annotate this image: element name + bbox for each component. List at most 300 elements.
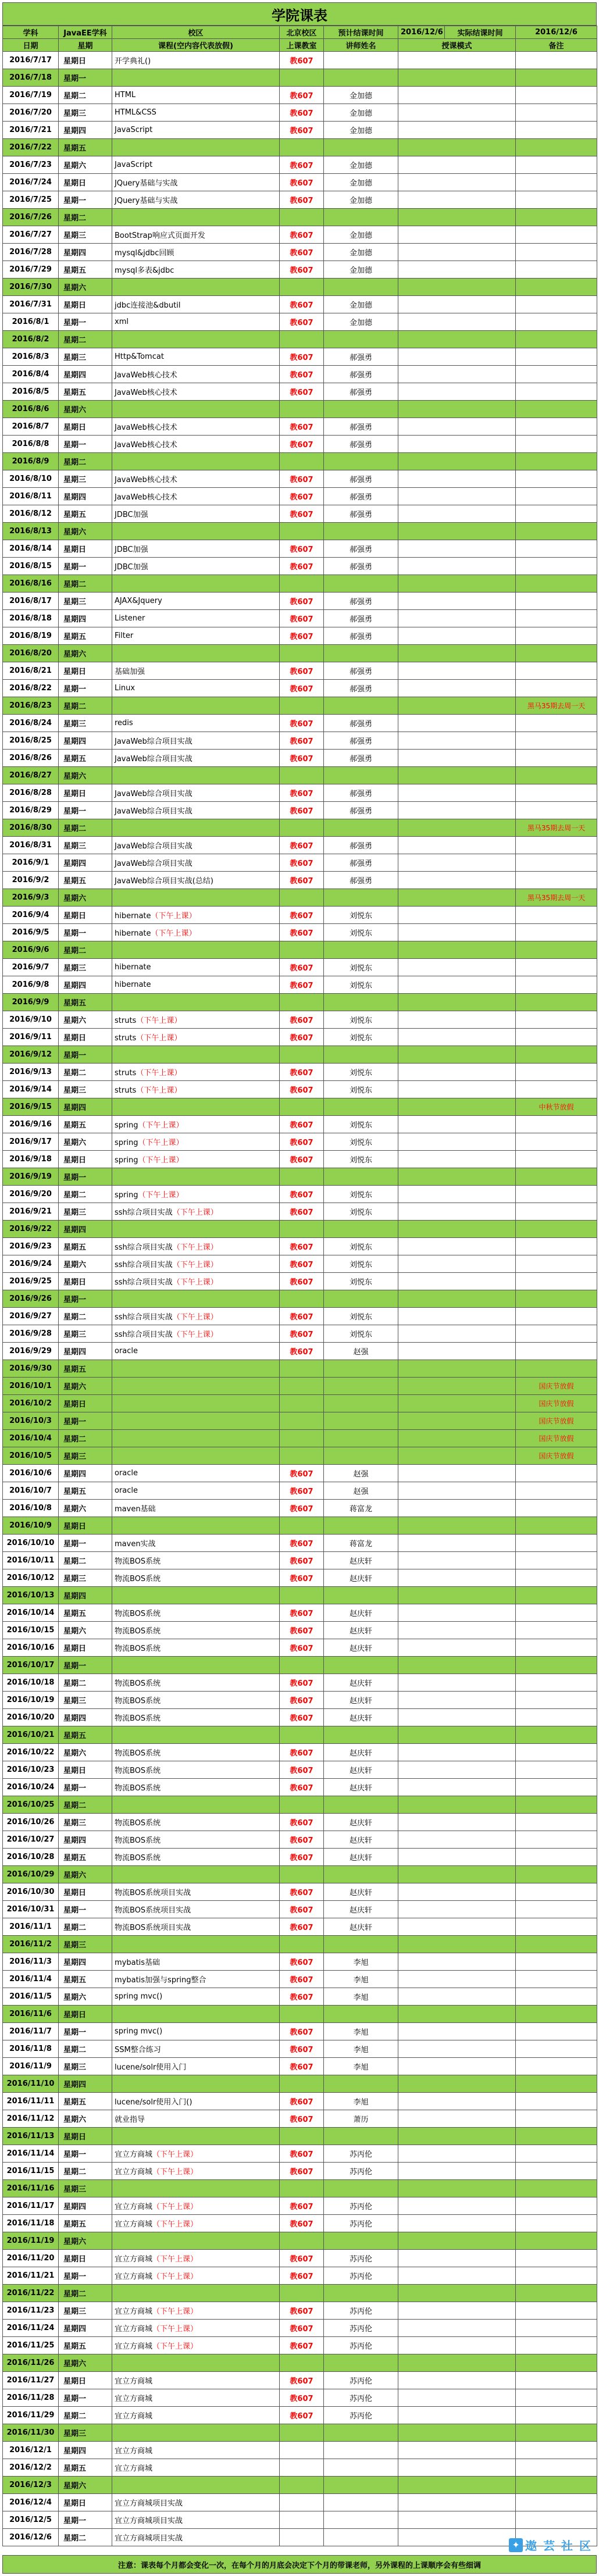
course-cell: JavaWeb综合项目实战 [112,750,280,767]
weekday-cell: 星期三 [59,715,112,732]
classroom-cell: 教607 [280,924,324,941]
note-cell [516,1953,597,1971]
weekday-cell: 星期六 [59,156,112,174]
teacher-cell: 李旭 [324,2058,398,2075]
weekday-cell: 星期五 [59,139,112,156]
weekday-cell: 星期一 [59,1901,112,1918]
mode-cell [398,1709,516,1726]
note-cell: 黑马35期去周一天 [516,819,597,837]
mode-cell [398,348,516,366]
classroom-cell [280,2424,324,2442]
teacher-cell: 赵庆轩 [324,1692,398,1709]
date-cell: 2016/11/15 [3,2163,59,2180]
note-cell [516,1238,597,1255]
date-cell: 2016/7/22 [3,139,59,156]
note-cell [516,139,597,156]
mode-cell [398,680,516,697]
teacher-cell: 苏丙伦 [324,2302,398,2320]
weekday-cell: 星期二 [59,819,112,837]
teacher-cell [324,1360,398,1378]
course-cell [112,2180,280,2197]
table-row [3,680,597,697]
note-cell [516,1988,597,2006]
course-cell [112,2354,280,2372]
teacher-cell: 金加德 [324,156,398,174]
course-cell: 物流BOS系统 [112,1674,280,1692]
mode-cell [398,575,516,593]
course-cell [112,1360,280,1378]
note-cell [516,854,597,872]
teacher-cell [324,1221,398,1238]
table-row [3,1657,597,1674]
teacher-cell: 李旭 [324,2093,398,2110]
teacher-cell: 苏丙伦 [324,2145,398,2163]
teacher-cell: 苏丙伦 [324,2372,398,2389]
date-cell: 2016/9/18 [3,1151,59,1168]
note-cell [516,610,597,627]
mode-cell [398,2128,516,2145]
date-cell: 2016/10/11 [3,1552,59,1569]
teacher-cell [324,1290,398,1308]
note-cell [516,348,597,366]
teacher-cell: 苏丙伦 [324,2163,398,2180]
weekday-cell: 星期三 [59,1569,112,1587]
table-row [3,1308,597,1325]
date-cell: 2016/10/2 [3,1395,59,1412]
weekday-cell: 星期四 [59,2442,112,2459]
date-cell: 2016/7/23 [3,156,59,174]
date-cell: 2016/12/5 [3,2511,59,2529]
teacher-cell [324,819,398,837]
mode-cell [398,750,516,767]
weekday-cell: 星期五 [59,1238,112,1255]
afternoon-tag: （下午上课） [152,2307,198,2316]
teacher-cell: 金加德 [324,104,398,122]
table-row [3,750,597,767]
date-cell: 2016/7/18 [3,69,59,87]
note-cell [516,2058,597,2075]
mode-cell [398,1430,516,1447]
note-cell [516,2302,597,2320]
course-cell: 宜立方商城项目实战 [112,2494,280,2511]
note-cell [516,52,597,69]
afternoon-tag: （下午上课） [152,2325,198,2334]
classroom-cell: 教607 [280,1116,324,1133]
table-row [3,2389,597,2407]
note-cell: 国庆节放假 [516,1395,597,1412]
mode-cell [398,1360,516,1378]
mode-cell [398,1692,516,1709]
teacher-cell [324,941,398,959]
weekday-cell: 星期四 [59,1098,112,1116]
table-row [3,1412,597,1430]
note-cell [516,2267,597,2285]
note-cell [516,1255,597,1273]
date-cell: 2016/8/19 [3,627,59,645]
table-row [3,1552,597,1569]
mode-cell [398,1814,516,1831]
teacher-cell: 刘悦东 [324,1029,398,1046]
classroom-cell: 教607 [280,191,324,209]
weekday-cell: 星期三 [59,837,112,854]
teacher-cell: 金加德 [324,313,398,331]
classroom-cell [280,2477,324,2494]
course-cell: JavaWeb核心技术 [112,383,280,401]
table-row [3,366,597,383]
classroom-cell: 教607 [280,2023,324,2040]
classroom-cell: 教607 [280,837,324,854]
mode-cell [398,209,516,226]
weekday-cell: 星期五 [59,2093,112,2110]
course-cell: 物流BOS系统项目实战 [112,1901,280,1918]
note-cell [516,837,597,854]
mode-cell [398,1273,516,1290]
teacher-cell [324,2511,398,2529]
classroom-cell [280,767,324,784]
date-cell: 2016/10/6 [3,1465,59,1482]
note-cell [516,2006,597,2023]
teacher-cell: 赵庆轩 [324,1604,398,1622]
teacher-cell: 金加德 [324,296,398,313]
mode-cell [398,802,516,819]
date-cell: 2016/8/26 [3,750,59,767]
schedule-sheet [2,2,597,2574]
afternoon-tag: （下午上课） [172,1261,218,1269]
course-cell: JavaWeb核心技术 [112,470,280,488]
mode-cell [398,1604,516,1622]
date-cell: 2016/8/17 [3,593,59,610]
date-cell: 2016/10/9 [3,1517,59,1535]
table-row [3,2407,597,2424]
table-row [3,1029,597,1046]
mode-cell [398,2163,516,2180]
note-cell [516,2354,597,2372]
mode-cell [398,488,516,505]
schedule-table [2,51,597,2546]
table-row [3,1744,597,1761]
table-row [3,1604,597,1622]
mode-cell [398,1866,516,1883]
note-cell [516,2110,597,2128]
classroom-cell: 教607 [280,366,324,383]
note-cell [516,436,597,453]
table-row [3,2250,597,2267]
classroom-cell: 教607 [280,296,324,313]
mode-cell [398,1116,516,1133]
teacher-cell: 刘悦东 [324,1273,398,1290]
course-cell [112,1430,280,1447]
note-cell [516,313,597,331]
course-cell: 就业指导 [112,2110,280,2128]
mode-cell [398,2511,516,2529]
note-cell [516,1273,597,1290]
afternoon-tag: （下午上课） [152,2272,198,2281]
classroom-cell: 教607 [280,2163,324,2180]
teacher-cell: 金加德 [324,191,398,209]
date-cell: 2016/9/14 [3,1081,59,1098]
date-cell: 2016/12/4 [3,2494,59,2511]
teacher-cell [324,2180,398,2197]
classroom-cell: 教607 [280,2110,324,2128]
classroom-cell: 教607 [280,1901,324,1918]
date-cell: 2016/10/5 [3,1447,59,1465]
date-cell: 2016/10/12 [3,1569,59,1587]
date-cell: 2016/11/20 [3,2250,59,2267]
teacher-cell [324,401,398,418]
weekday-cell: 星期六 [59,279,112,296]
mode-cell [398,1221,516,1238]
teacher-cell [324,1168,398,1186]
teacher-cell: 刘悦东 [324,1011,398,1029]
teacher-cell: 苏丙伦 [324,2389,398,2407]
table-row [3,1936,597,1953]
date-cell: 2016/9/25 [3,1273,59,1290]
weekday-cell: 星期五 [59,1726,112,1744]
date-cell: 2016/11/30 [3,2424,59,2442]
course-cell [112,941,280,959]
teacher-cell [324,2285,398,2302]
mode-cell [398,296,516,313]
classroom-cell [280,2285,324,2302]
table-row [3,2093,597,2110]
note-cell [516,1325,597,1343]
classroom-cell [280,2232,324,2250]
course-cell: oracle [112,1343,280,1360]
mode-cell [398,2145,516,2163]
weekday-cell: 星期一 [59,1412,112,1430]
date-cell: 2016/7/28 [3,244,59,261]
note-cell [516,941,597,959]
weekday-cell: 星期日 [59,2372,112,2389]
classroom-cell: 教607 [280,488,324,505]
teacher-cell: 郝强勇 [324,680,398,697]
mode-cell [398,1238,516,1255]
mode-cell [398,505,516,523]
table-row [3,1814,597,1831]
mode-cell [398,1151,516,1168]
mode-cell [398,1395,516,1412]
mode-cell [398,1744,516,1761]
date-cell: 2016/9/4 [3,907,59,924]
weekday-cell: 星期六 [59,889,112,907]
note-cell [516,1761,597,1779]
teacher-cell [324,2442,398,2459]
header-cell: 授课模式 [398,39,516,52]
table-row [3,2302,597,2320]
date-cell: 2016/7/24 [3,174,59,191]
weekday-cell: 星期六 [59,2110,112,2128]
mode-cell [398,1918,516,1936]
note-cell [516,383,597,401]
weekday-cell: 星期一 [59,680,112,697]
classroom-cell: 教607 [280,52,324,69]
course-cell: 宜立方商城 [112,2442,280,2459]
header-cell: 学科 [3,26,59,39]
weekday-cell: 星期六 [59,1866,112,1883]
teacher-cell: 郝强勇 [324,854,398,872]
mode-cell [398,1011,516,1029]
date-cell: 2016/8/16 [3,575,59,593]
note-cell [516,174,597,191]
note-cell [516,959,597,976]
teacher-cell: 蒋富龙 [324,1535,398,1552]
mode-cell [398,1255,516,1273]
classroom-cell: 教607 [280,959,324,976]
classroom-cell [280,1587,324,1604]
classroom-cell: 教607 [280,1203,324,1221]
table-row [3,331,597,348]
weekday-cell: 星期一 [59,2145,112,2163]
classroom-cell [280,331,324,348]
table-row [3,1273,597,1290]
teacher-cell: 刘悦东 [324,959,398,976]
course-cell: lucene/solr使用入门() [112,2093,280,2110]
date-cell: 2016/12/3 [3,2477,59,2494]
date-cell: 2016/10/23 [3,1761,59,1779]
afternoon-tag: （下午上课） [172,1278,218,1287]
teacher-cell [324,697,398,715]
classroom-cell: 教607 [280,610,324,627]
table-row [3,1081,597,1098]
weekday-cell: 星期四 [59,854,112,872]
course-cell [112,331,280,348]
classroom-cell [280,523,324,540]
course-cell: 宜立方商城 [112,2372,280,2389]
teacher-cell: 赵强 [324,1343,398,1360]
course-cell: JDBC加强 [112,558,280,575]
classroom-cell: 教607 [280,1552,324,1569]
course-cell: AJAX&Jquery [112,593,280,610]
date-cell: 2016/8/8 [3,436,59,453]
classroom-cell: 教607 [280,540,324,558]
teacher-cell: 赵庆轩 [324,1709,398,1726]
course-cell [112,2128,280,2145]
note-cell [516,715,597,732]
mode-cell [398,523,516,540]
mode-cell [398,2302,516,2320]
course-cell: 物流BOS系统 [112,1569,280,1587]
course-cell: 物流BOS系统 [112,1814,280,1831]
classroom-cell: 教607 [280,1692,324,1709]
teacher-cell: 李旭 [324,1988,398,2006]
course-cell: 宜立方商城（下午上课） [112,2302,280,2320]
weekday-cell: 星期六 [59,645,112,662]
date-cell: 2016/10/8 [3,1500,59,1517]
teacher-cell: 赵强 [324,1482,398,1500]
classroom-cell [280,1360,324,1378]
weekday-cell: 星期四 [59,1953,112,1971]
classroom-cell [280,2006,324,2023]
note-cell [516,1901,597,1918]
note-cell [516,1343,597,1360]
course-cell: spring mvc() [112,2023,280,2040]
teacher-cell: 赵庆轩 [324,1883,398,1901]
table-row [3,907,597,924]
date-cell: 2016/10/28 [3,1849,59,1866]
classroom-cell [280,941,324,959]
teacher-cell: 赵庆轩 [324,1779,398,1796]
mode-cell [398,1971,516,1988]
course-cell: 宜立方商城（下午上课） [112,2250,280,2267]
date-cell: 2016/8/31 [3,837,59,854]
teacher-cell: 刘悦东 [324,907,398,924]
classroom-cell: 教607 [280,1883,324,1901]
date-cell: 2016/7/25 [3,191,59,209]
weekday-cell: 星期二 [59,1796,112,1814]
table-row [3,1221,597,1238]
classroom-cell: 教607 [280,2337,324,2354]
table-row [3,941,597,959]
weekday-cell: 星期六 [59,2477,112,2494]
table-row [3,87,597,104]
weekday-cell: 星期一 [59,2511,112,2529]
teacher-cell: 苏丙伦 [324,2337,398,2354]
weekday-cell: 星期二 [59,209,112,226]
weekday-cell: 星期日 [59,2494,112,2511]
teacher-cell: 郝强勇 [324,872,398,889]
note-cell: 国庆节放假 [516,1412,597,1430]
table-row [3,540,597,558]
course-cell [112,2477,280,2494]
weekday-cell: 星期四 [59,2075,112,2093]
table-row [3,2267,597,2285]
note-cell [516,2163,597,2180]
teacher-cell: 刘悦东 [324,924,398,941]
classroom-cell: 教607 [280,1639,324,1657]
teacher-cell [324,1657,398,1674]
classroom-cell: 教607 [280,1814,324,1831]
note-cell [516,279,597,296]
note-cell [516,2285,597,2302]
table-row [3,1186,597,1203]
mode-cell [398,2180,516,2197]
date-cell: 2016/10/29 [3,1866,59,1883]
table-row [3,1500,597,1517]
note-cell [516,2407,597,2424]
course-cell: BootStrap响应式页面开发 [112,226,280,244]
afternoon-tag: （下午上课） [138,1156,184,1165]
note-cell [516,627,597,645]
teacher-cell [324,2459,398,2477]
teacher-cell [324,1395,398,1412]
note-cell [516,1116,597,1133]
course-cell [112,1726,280,1744]
classroom-cell [280,697,324,715]
classroom-cell: 教607 [280,1604,324,1622]
note-cell [516,156,597,174]
teacher-cell: 金加德 [324,226,398,244]
date-cell: 2016/8/18 [3,610,59,627]
afternoon-tag: （下午上课） [172,1313,218,1322]
date-cell: 2016/9/1 [3,854,59,872]
teacher-cell: 刘悦东 [324,976,398,994]
course-cell: 宜立方商城 [112,2459,280,2477]
mode-cell [398,470,516,488]
weekday-cell: 星期三 [59,959,112,976]
classroom-cell: 教607 [280,750,324,767]
note-cell [516,122,597,139]
teacher-cell [324,1378,398,1395]
course-cell: 基础加强 [112,662,280,680]
table-row [3,2494,597,2511]
table-row [3,959,597,976]
mode-cell [398,1849,516,1866]
teacher-cell: 金加德 [324,244,398,261]
afternoon-tag: （下午上课） [151,929,197,938]
mode-cell [398,261,516,279]
mode-cell [398,1046,516,1064]
classroom-cell [280,575,324,593]
